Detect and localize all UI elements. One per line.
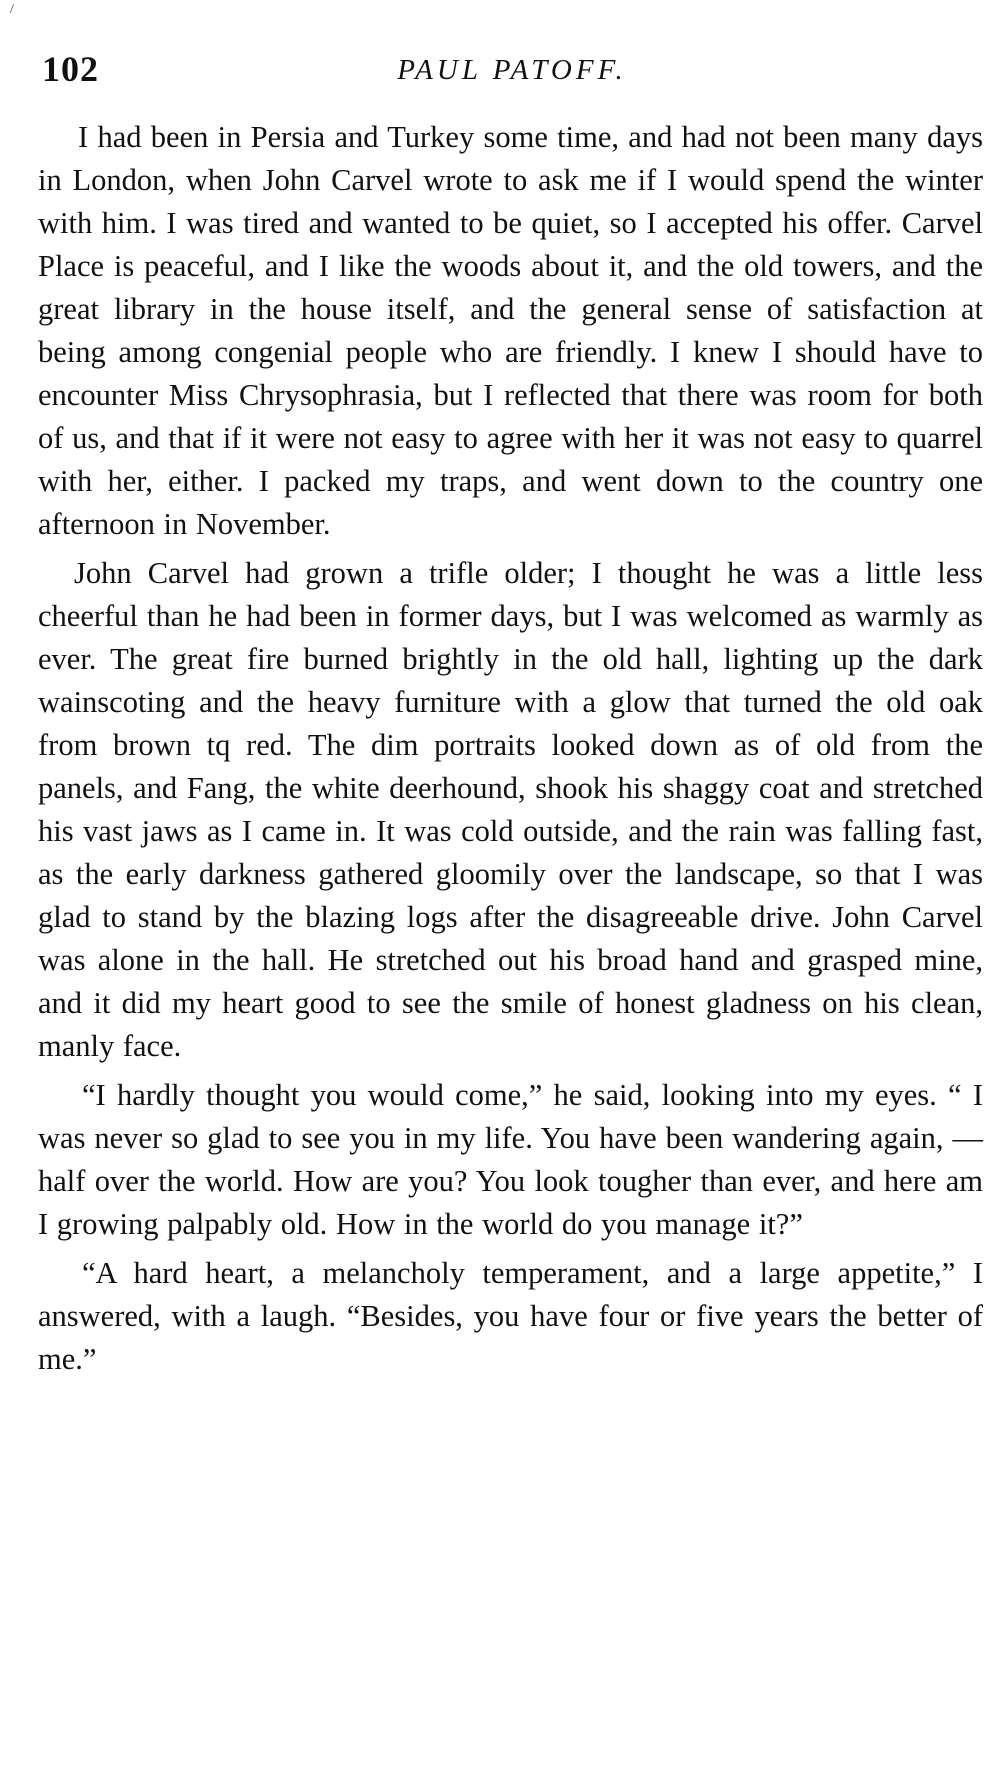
paragraph-4: “A hard heart, a melancholy temperament, and a large appetite,” I answered, with a laugh. “Besides, you have four or five years the better of me.” [38,1256,983,1376]
running-title: PAUL PATOFF. [397,54,627,86]
body-text [38,116,983,1387]
paragraph-2: John Carvel had grown a trifle older; I thought he was a little less cheerful than he had been in former days, but I was welcomed as warmly as ever. The great fire burned brightly in the old hall, lighting up the dark wainscoting and the heavy furniture with a glow that turned the old oak from brown tq red. The dim portraits looked down as of old from the panels, and Fang, the white deerhound, shook his shaggy coat and stretched his vast jaws as I came in. It was cold outside, and the rain was falling fast, as the early darkness gathered gloomily over the landscape, so that I was glad to stand by the blazing logs after the disagreeable drive. John Carvel was alone in the hall. He stretched out his broad hand and grasped mine, and it did my heart good to see the smile of honest gladness on his clean, manly face. [38,556,983,1063]
margin-mark: / [10,2,14,17]
page-header [42,48,982,98]
page-number: 102 [42,49,99,89]
paragraph-3: “I hardly thought you would come,” he said, looking into my eyes. “ I was never so glad to see you in my life. You have been wandering again, — half over the world. How are you? You look tougher than ever, and here am I growing palpably old. How in the world do you manage it?” [38,1078,983,1241]
paragraph-1: I had been in Persia and Turkey some time, and had not been many days in London, when John Carvel wrote to ask me if I would spend the winter with him. I was tired and wanted to be quiet, so I accepted his offer. Carvel Place is peaceful, and I like the woods about it, and the old towers, and the great library in the house itself, and the general sense of satisfaction at being among congenial people who are friendly. I knew I should have to encounter Miss Chrysophrasia, but I reflected that there was room for both of us, and that if it were not easy to agree with her it was not easy to quarrel with her, either. I packed my traps, and went down to the country one afternoon in November. [38,120,983,541]
